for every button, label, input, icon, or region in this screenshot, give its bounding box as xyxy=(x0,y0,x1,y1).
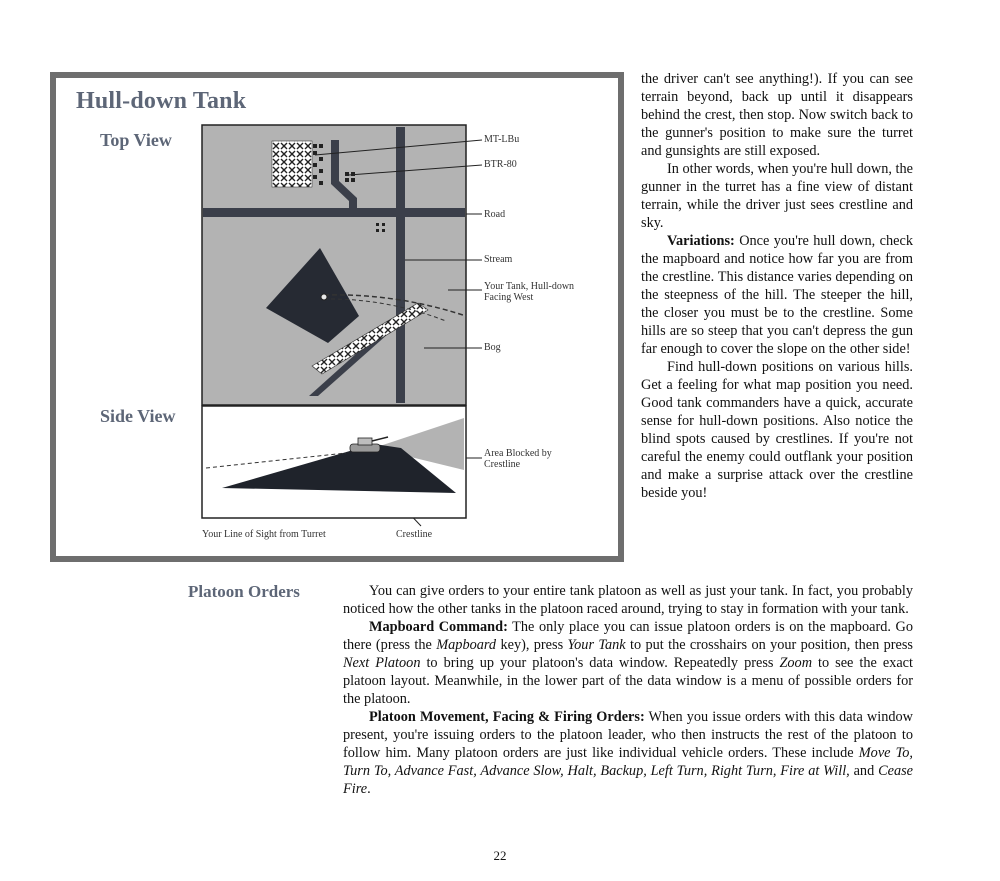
key-mapboard: Mapboard xyxy=(436,637,497,653)
callout-your-tank-line2: Facing West xyxy=(484,292,534,303)
forest xyxy=(272,141,312,187)
callout-line-of-sight: Your Line of Sight from Turret xyxy=(202,529,326,540)
paragraph-text: . xyxy=(367,781,371,797)
figure-title: Hull-down Tank xyxy=(76,88,247,114)
callout-area-blocked-line1: Area Blocked by xyxy=(484,448,552,459)
orders-list: Move To, Turn To, Advance Fast, Advance Slow, Halt, Backup, Left Turn, Right Turn, Fire at Will, xyxy=(343,745,913,779)
stream xyxy=(396,127,405,403)
paragraph-text: The only place you can issue platoon orders is on the mapboard. Go there (press the xyxy=(343,619,913,653)
side-view-label: Side View xyxy=(100,406,176,426)
order-cease-fire: Cease Fire xyxy=(343,763,914,797)
key-your-tank: Your Tank xyxy=(567,637,626,653)
paragraph-text: When you issue orders with this data window present, you're issuing orders to the platoon leader, who then instructs the rest of the platoon to follow him. Many platoon orders are just like individual vehicle orders. These include xyxy=(343,709,913,761)
paragraph: You can give orders to your entire tank platoon as well as just your tank. In fact, you probably noticed how the other tanks in the platoon raced around, trying to stay in formation with your tank. xyxy=(343,583,913,617)
lead-mapboard-command: Mapboard Command: xyxy=(369,619,508,635)
callout-area-blocked-line2: Crestline xyxy=(484,459,521,470)
paragraph: the driver can't see anything!). If you can see terrain beyond, back up until it disappears behind the crest, then stop. Now switch back to the gunner's position to make sure the turret and gunsights are still exposed. xyxy=(641,71,913,159)
paragraph-text: to see the exact platoon layout. Meanwhile, in the lower part of the data window is a menu of possible orders for the platoon. xyxy=(343,655,914,707)
paragraph-text: to put the crosshairs on your position, then press xyxy=(625,637,913,653)
callout-your-tank xyxy=(484,281,574,303)
paragraph: Find hull-down positions on various hills. Get a feeling for what map position you need. Good tank commanders have a quick, accurate sense for hull-down positions. Also notice the blind spots caused by crestlines. If you're not careful the enemy could outflank your position and make a surprise attack over the crestline beside you! xyxy=(641,359,913,501)
paragraph-text: key), press xyxy=(496,637,568,653)
top-view-label: Top View xyxy=(100,130,172,150)
callout-bog: Bog xyxy=(484,342,501,353)
callout-area-blocked xyxy=(484,448,552,470)
key-zoom: Zoom xyxy=(779,655,813,671)
section-heading: Platoon Orders xyxy=(188,582,300,601)
callout-your-tank-line1: Your Tank, Hull-down xyxy=(484,281,575,292)
callout-btr-80: BTR-80 xyxy=(484,159,517,170)
callout-crestline: Crestline xyxy=(396,529,433,540)
lead-platoon-movement: Platoon Movement, Facing & Firing Orders: xyxy=(369,709,645,725)
road xyxy=(203,208,465,217)
key-next-platoon: Next Platoon xyxy=(343,655,421,671)
paragraph-text: and xyxy=(849,763,879,779)
section-body xyxy=(343,582,913,798)
your-tank-marker xyxy=(321,294,327,300)
paragraph-mapboard xyxy=(343,618,913,708)
hull-down-figure xyxy=(50,72,624,562)
callout-mt-lbu: MT-LBu xyxy=(484,134,520,145)
lead-variations: Variations: xyxy=(667,233,735,249)
callout-road: Road xyxy=(484,209,506,220)
paragraph-text: to bring up your platoon's data window. Repeatedly press xyxy=(420,655,780,671)
page-number: 22 xyxy=(493,848,507,863)
callout-stream: Stream xyxy=(484,254,513,265)
paragraph-text: Once you're hull down, check the mapboard and notice how far you are from the crestline. This distance varies depending on the steepness of the hill. The steeper the hill, the closer you must be to the crestline. Some hills are so steep that you can't depress the gun far enough to cover the slope on the other side! xyxy=(641,233,913,357)
paragraph: In other words, when you're hull down, the gunner in the turret has a fine view of distant terrain, while the driver just sees crestline and sky. xyxy=(641,161,913,231)
paragraph-platoon-movement xyxy=(343,708,913,798)
paragraph-variations xyxy=(641,232,913,358)
hull-down-diagram xyxy=(56,78,618,556)
right-column-text xyxy=(641,70,913,502)
